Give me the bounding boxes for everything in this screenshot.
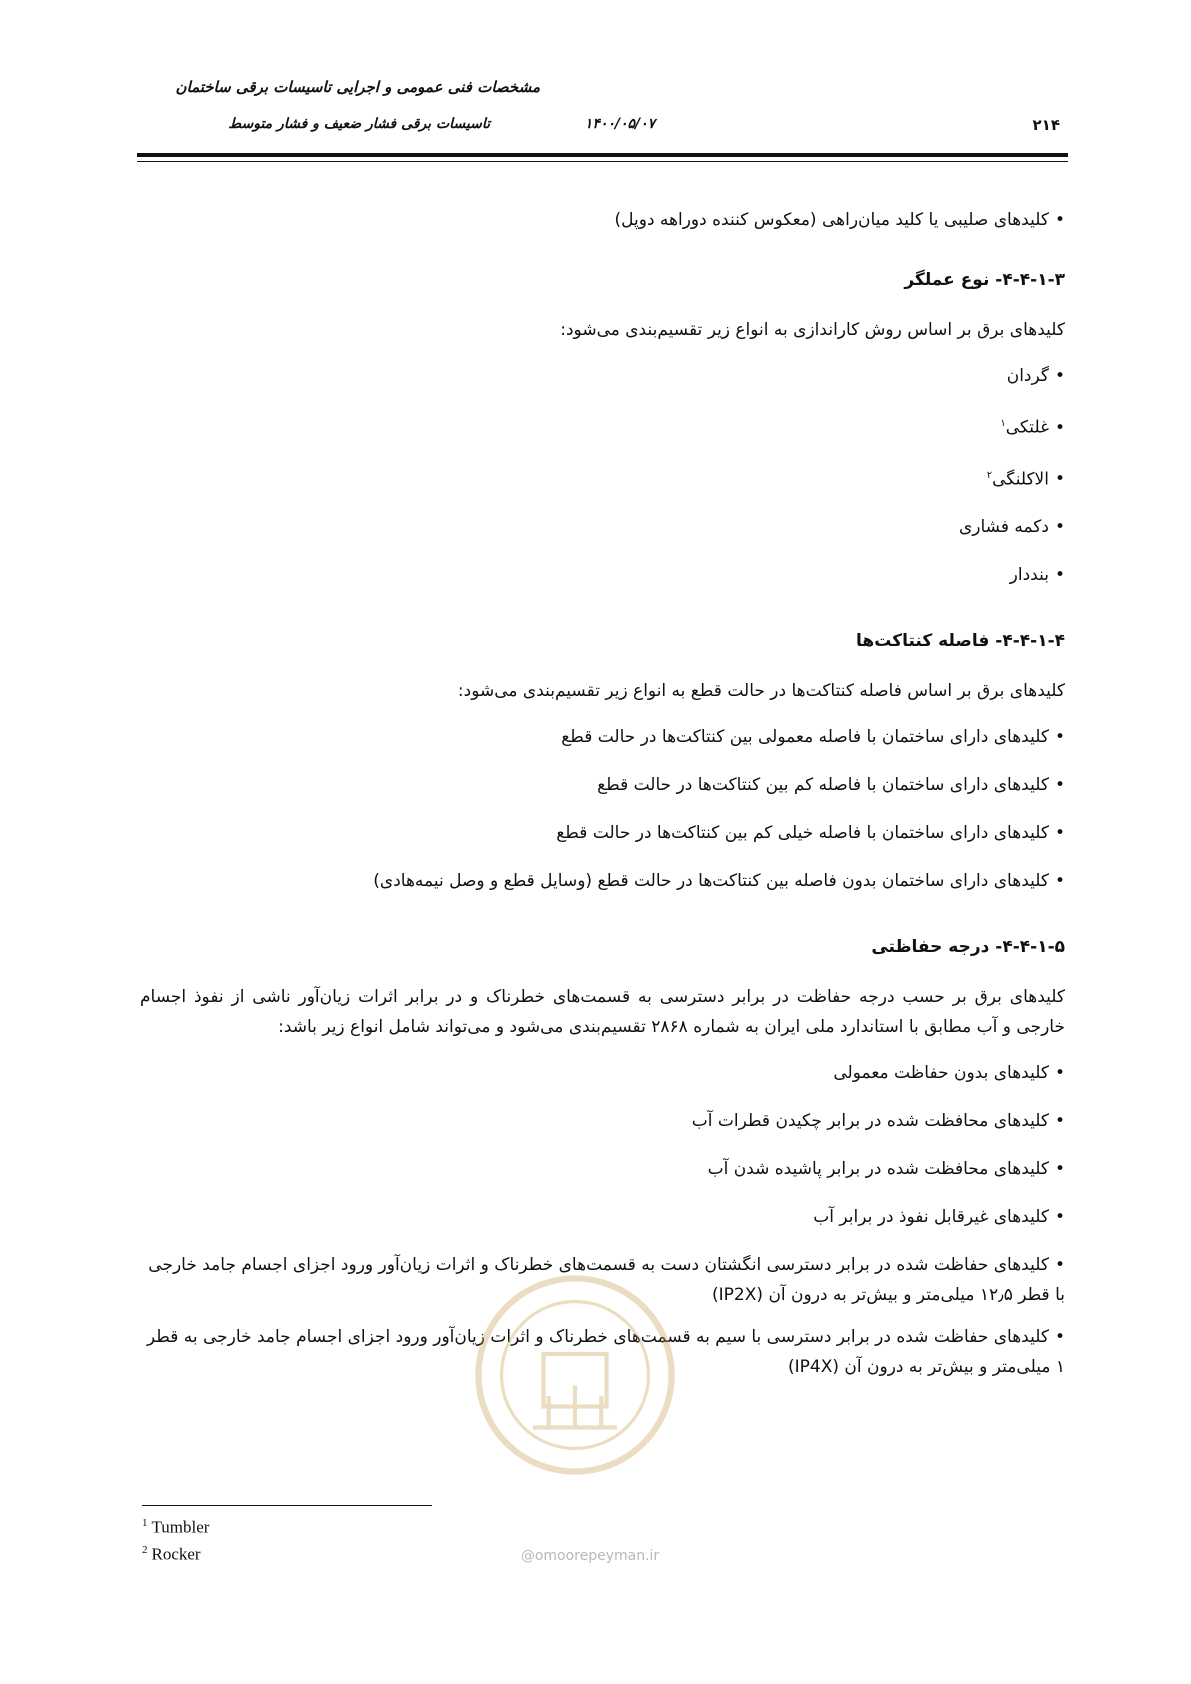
document-subtitle: تاسیسات برقی فشار ضعیف و فشار متوسط: [228, 116, 490, 132]
section-heading-contact-gap: ۴-۴-۱-۴- فاصله کنتاکت‌ها: [856, 631, 1065, 652]
bullet-icon: •: [1054, 417, 1065, 438]
bullet-icon: •: [1054, 1159, 1065, 1180]
page-number: ۲۱۴: [1032, 116, 1060, 134]
section-intro: کلیدهای برق بر اساس روش کاراندازی به انواع زیر تقسیم‌بندی می‌شود:: [560, 320, 1065, 340]
bullet-icon: •: [1054, 1111, 1065, 1132]
list-item: •دکمه فشاری: [958, 517, 1065, 538]
footnote-item: $^1$ Tumbler: [142, 1517, 210, 1537]
bullet-icon: •: [1054, 210, 1065, 230]
list-item: •کلیدهای محافظت شده در برابر پاشیده شدن آب: [707, 1159, 1065, 1180]
bullet-icon: •: [1054, 366, 1065, 386]
footnote-item: $^2$ Rocker: [142, 1543, 201, 1564]
section-heading-protection-degree: ۴-۴-۱-۵- درجه حفاظتی: [871, 937, 1065, 958]
header-divider-thick: [137, 153, 1068, 157]
list-item: •الاکلنگی$^۲$: [986, 469, 1065, 490]
list-item: •کلیدهای صلیبی یا کلید میان‌راهی (معکوس کننده دوراهه دوپل): [614, 210, 1065, 230]
header-divider-thin: [137, 161, 1068, 162]
page-body: [140, 205, 1065, 1394]
contact-gap-list: [140, 722, 1065, 896]
operator-type-list: [140, 361, 1065, 590]
section-heading-operator-type: ۴-۴-۱-۳- نوع عملگر: [904, 270, 1065, 290]
bullet-icon: •: [1054, 565, 1065, 586]
footnote-divider: [142, 1505, 432, 1506]
footnote-ref: ۲: [986, 469, 993, 481]
list-item: •کلیدهای محافظت شده در برابر چکیدن قطرات آب: [691, 1111, 1065, 1132]
list-item: •گردان: [1006, 366, 1065, 386]
bullet-icon: •: [1054, 823, 1065, 844]
list-item: •کلیدهای بدون حفاظت معمولی: [833, 1063, 1065, 1084]
footnote-ref: ۱: [1000, 418, 1006, 429]
list-item: •کلیدهای دارای ساختمان بدون فاصله بین کنتاکت‌ها در حالت قطع (وسایل قطع و وصل نیمه‌هادی): [373, 871, 1065, 892]
list-item: •غلتکی$^۱$: [1000, 417, 1065, 438]
bullet-icon: •: [1054, 469, 1065, 490]
bullet-icon: •: [1054, 1063, 1065, 1084]
document-date: ۱۴۰۰/۰۵/۰۷: [584, 116, 656, 132]
list-item: •کلیدهای دارای ساختمان با فاصله معمولی بین کنتاکت‌ها در حالت قطع: [561, 727, 1065, 748]
list-item: •کلیدهای حفاظت شده در برابر دسترسی با سیم به قسمت‌های خطرناک و اثرات زیان‌آور ورود اجزای اجسام جامد خارجی به قطر ۱ میلی‌متر و بیش‌تر به درون آن (IP4X): [146, 1327, 1065, 1378]
list-item: •کلیدهای غیرقابل نفوذ در برابر آب: [813, 1207, 1065, 1228]
list-item: •بنددار: [1009, 565, 1065, 586]
watermark-logo: [470, 1270, 680, 1480]
list-item: •کلیدهای دارای ساختمان با فاصله کم بین کنتاکت‌ها در حالت قطع: [597, 775, 1065, 796]
list-item: •کلیدهای دارای ساختمان با فاصله خیلی کم بین کنتاکت‌ها در حالت قطع: [556, 823, 1065, 844]
footnotes: [142, 1512, 442, 1565]
bullet-icon: •: [1054, 871, 1065, 892]
bullet-icon: •: [1054, 517, 1065, 538]
section-intro: کلیدهای برق بر اساس فاصله کنتاکت‌ها در حالت قطع به انواع زیر تقسیم‌بندی می‌شود:: [457, 681, 1065, 702]
section-intro: کلیدهای برق بر حسب درجه حفاظت در برابر دسترسی به قسمت‌های خطرناک و در برابر اثرات زیان‌آور ناشی از نفوذ اجسام خارجی و آب مطابق با استاندارد ملی ایران به شماره ۲۸۶۸ تقسیم‌بندی می‌شود و می‌تواند شامل انواع زیر باشد:: [140, 987, 1065, 1038]
document-title: مشخصات فنی عمومی و اجرایی تاسیسات برقی ساختمان: [175, 78, 540, 96]
bullet-icon: •: [1054, 727, 1065, 748]
bullet-icon: •: [1054, 1327, 1065, 1348]
bullet-icon: •: [1054, 1255, 1065, 1276]
bullet-icon: •: [1054, 775, 1065, 796]
list-item: •کلیدهای حفاظت شده در برابر دسترسی انگشتان دست به قسمت‌های خطرناک و اثرات زیان‌آور ورود اجزای اجسام جامد خارجی با قطر ۱۲٫۵ میلی‌متر و بیش‌تر به درون آن (IP2X): [148, 1255, 1065, 1306]
bullet-icon: •: [1054, 1207, 1065, 1228]
watermark-url: @omoorepeyman.ir: [520, 1548, 660, 1564]
